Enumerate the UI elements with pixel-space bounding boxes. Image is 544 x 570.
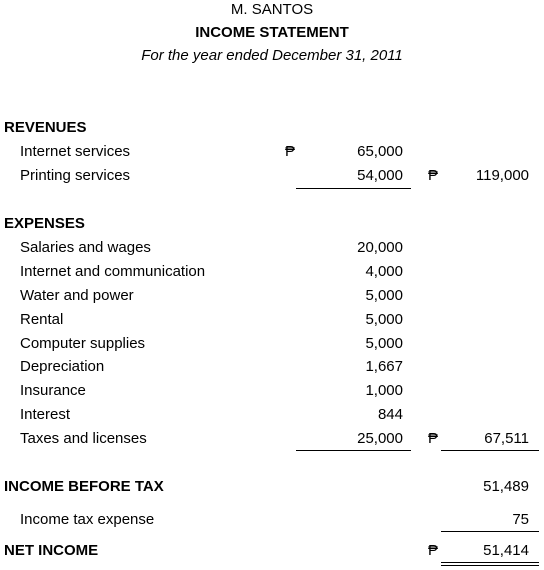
expense-item-label: Water and power	[20, 287, 134, 304]
expense-item-amount: 5,000	[365, 287, 403, 304]
net-income-label: NET INCOME	[4, 542, 99, 559]
revenue-item-label: Internet services	[20, 143, 131, 160]
expense-item-label: Rental	[20, 311, 64, 328]
income-tax-label: Income tax expense	[20, 511, 155, 528]
income-before-tax-amount: 51,489	[483, 478, 529, 495]
expense-item-label: Depreciation	[20, 358, 105, 375]
expense-item-label: Computer supplies	[20, 335, 146, 352]
expense-item-amount: 20,000	[357, 239, 403, 256]
expenses-heading: EXPENSES	[4, 215, 85, 232]
expense-item-amount: 5,000	[365, 311, 403, 328]
revenues-total: 119,000	[475, 167, 529, 184]
expense-item-label: Internet and communication	[20, 263, 206, 280]
income-before-tax-label: INCOME BEFORE TAX	[4, 478, 164, 495]
revenues-heading: REVENUES	[4, 119, 87, 136]
expenses-total: 67,511	[484, 430, 529, 447]
subtotal-rule	[296, 450, 411, 451]
peso-sign: ₱	[428, 430, 439, 447]
expense-item-amount: 4,000	[365, 263, 403, 280]
tax-rule	[441, 531, 539, 532]
peso-sign: ₱	[428, 542, 439, 559]
peso-sign: ₱	[428, 167, 439, 184]
peso-sign: ₱	[285, 143, 296, 160]
subtotal-rule	[296, 188, 411, 189]
expense-item-amount: 1,667	[365, 358, 403, 375]
net-income-amount: 51,414	[483, 542, 529, 559]
total-rule	[441, 450, 539, 451]
expense-item-label: Insurance	[20, 382, 86, 399]
expense-item-amount: 25,000	[357, 430, 403, 447]
owner-name: M. SANTOS	[230, 1, 314, 18]
expense-item-label: Salaries and wages	[20, 239, 151, 256]
revenue-item-label: Printing services	[20, 167, 131, 184]
double-rule-bottom	[441, 565, 539, 566]
double-rule-top	[441, 562, 539, 563]
revenue-item-amount: 54,000	[357, 167, 403, 184]
expense-item-amount: 1,000	[365, 382, 403, 399]
statement-title: INCOME STATEMENT	[195, 24, 349, 41]
revenue-item-amount: 65,000	[357, 143, 403, 160]
expense-item-label: Interest	[20, 406, 71, 423]
expense-item-amount: 844	[377, 406, 403, 423]
expense-item-label: Taxes and licenses	[20, 430, 147, 447]
income-tax-amount: 75	[512, 511, 529, 528]
statement-period: For the year ended December 31, 2011	[141, 47, 403, 64]
expense-item-amount: 5,000	[365, 335, 403, 352]
